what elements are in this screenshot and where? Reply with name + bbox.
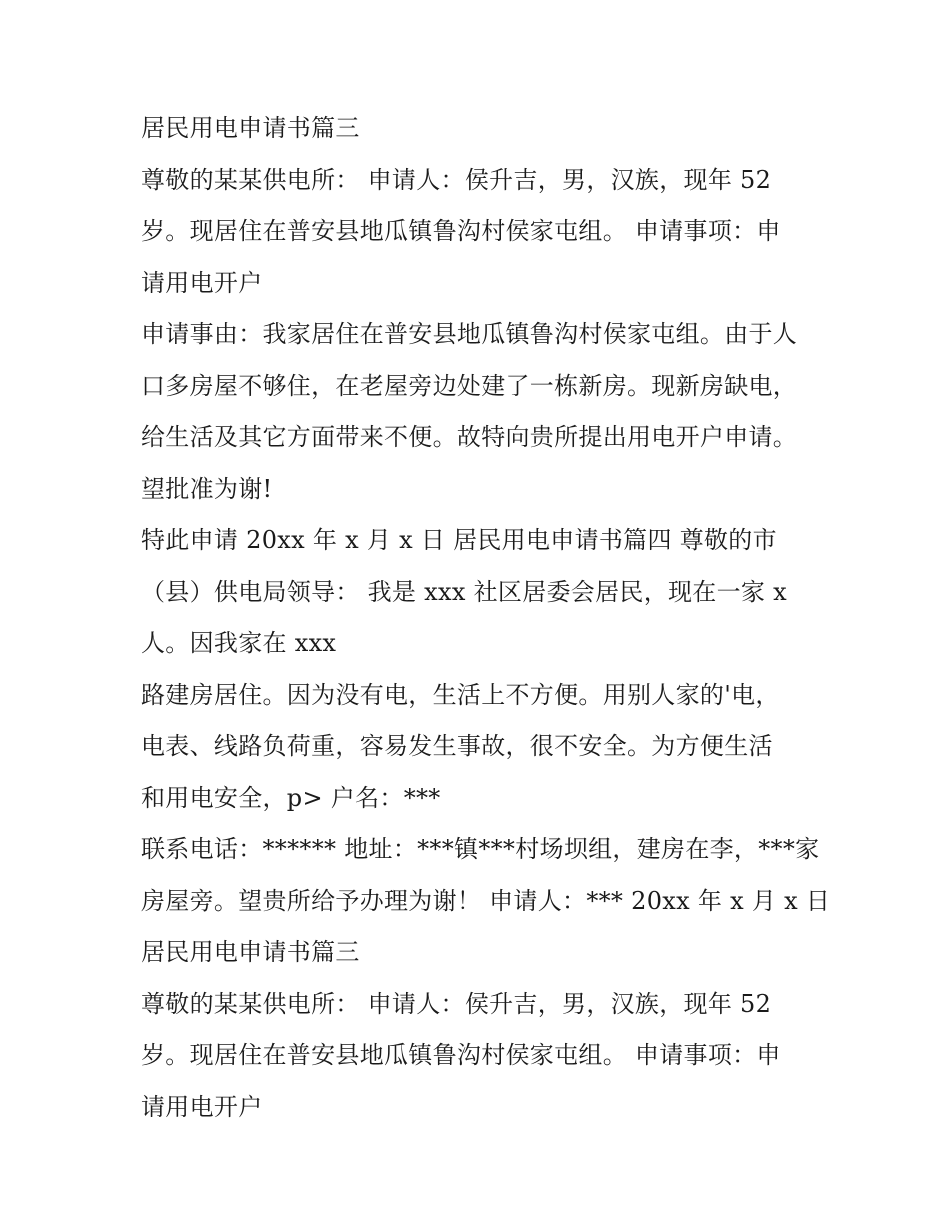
text-line: 路建房居住。因为没有电，生活上不方便。用别人家的'电，	[141, 680, 780, 709]
text-line: 和用电安全，p> 户名：***	[141, 783, 441, 812]
text-line: 联系电话：****** 地址：***镇***村场坝组，建房在李，***家	[141, 835, 820, 863]
text-line: 特此申请 20xx 年 x 月 x 日 居民用电申请书篇四 尊敬的市	[141, 526, 777, 554]
text-line: 岁。现居住在普安县地瓜镇鲁沟村侯家屯组。 申请事项：申	[141, 217, 781, 245]
text-line: 岁。现居住在普安县地瓜镇鲁沟村侯家屯组。 申请事项：申	[141, 1041, 781, 1069]
text-line: 请用电开户	[141, 268, 263, 297]
text-line: 申请事由：我家居住在普安县地瓜镇鲁沟村侯家屯组。由于人	[141, 320, 798, 348]
text-line: 给生活及其它方面带来不便。故特向贵所提出用电开户申请。	[141, 423, 798, 451]
text-line: 电表、线路负荷重，容易发生事故，很不安全。为方便生活	[141, 732, 773, 760]
document-body	[141, 103, 831, 1133]
text-line: 望批准为谢!	[141, 474, 273, 503]
heading-line: 居民用电申请书篇三	[141, 114, 360, 142]
text-line: 口多房屋不够住，在老屋旁边处建了一栋新房。现新房缺电，	[141, 371, 798, 400]
text-line: 房屋旁。望贵所给予办理为谢！ 申请人：*** 20xx 年 x 月 x 日	[141, 886, 831, 915]
text-line: 请用电开户	[141, 1092, 263, 1121]
heading-line: 居民用电申请书篇三	[141, 938, 360, 966]
text-line: 尊敬的某某供电所： 申请人：侯升吉，男，汉族，现年 52	[141, 165, 772, 194]
text-line: 人。因我家在 xxx	[141, 629, 337, 657]
text-line: （县）供电局领导： 我是 xxx 社区居委会居民，现在一家 x	[141, 577, 787, 606]
text-line: 尊敬的某某供电所： 申请人：侯升吉，男，汉族，现年 52	[141, 989, 772, 1018]
